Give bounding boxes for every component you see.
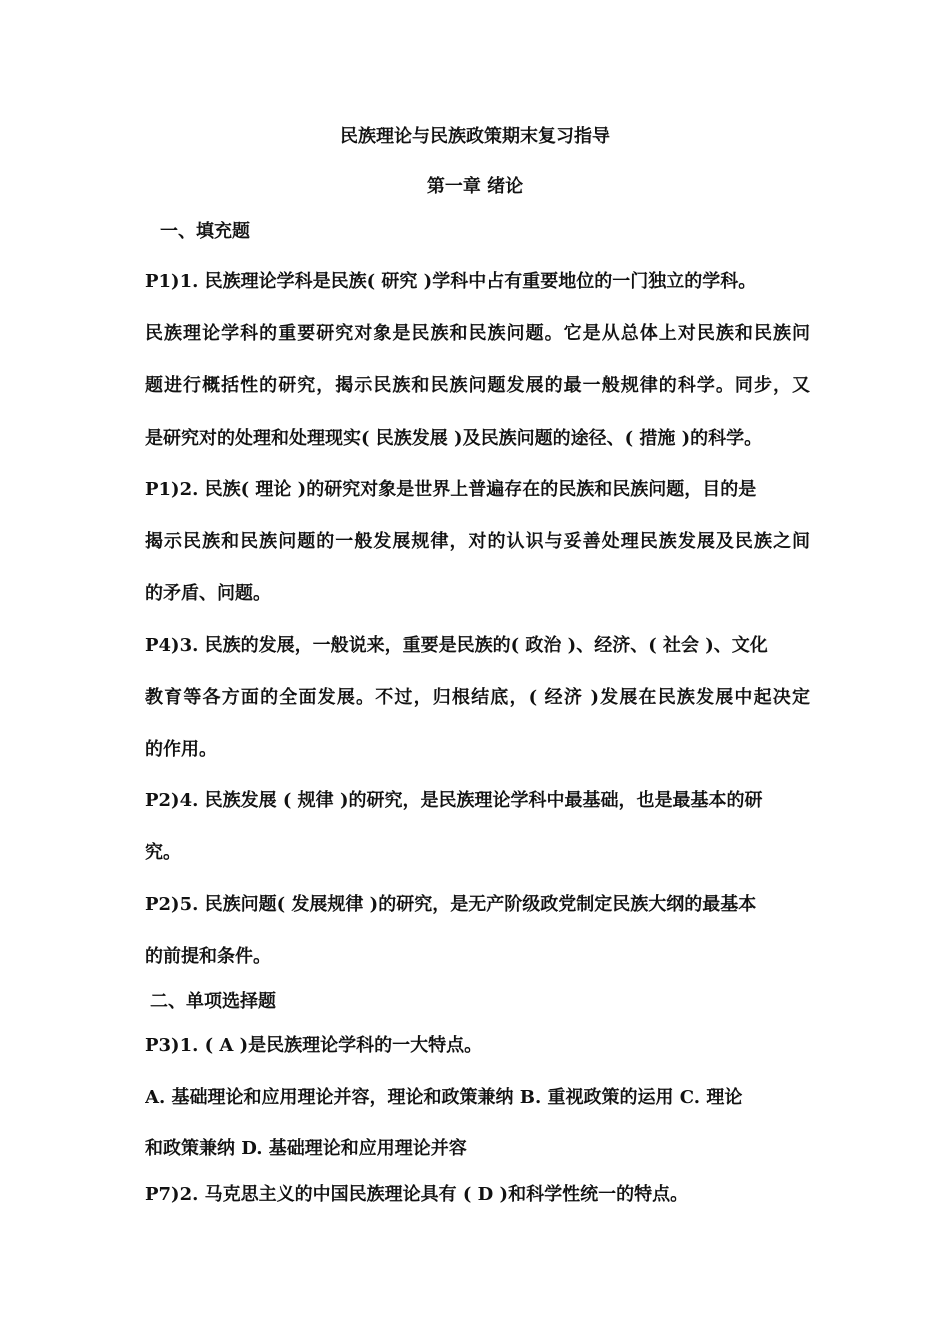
- paragraph-line: 的前提和条件。: [145, 946, 271, 967]
- section-heading-single-choice: 二、单项选择题: [150, 991, 276, 1012]
- choice-question-2: P7)2. 马克思主义的中国民族理论具有 ( D )和科学性统一的特点。: [145, 1184, 689, 1205]
- choice-options: A. 基础理论和应用理论并容，理论和政策兼纳 B. 重视政策的运用 C. 理论: [145, 1087, 743, 1108]
- paragraph-line: 是研究对的处理和处理现实( 民族发展 )及民族问题的途径、( 措施 )的科学。: [145, 428, 763, 449]
- fill-in-question-4: P2)4. 民族发展 ( 规律 )的研究，是民族理论学科中最基础，也是最基本的研: [145, 790, 763, 811]
- choice-options: 和政策兼纳 D. 基础理论和应用理论并容: [145, 1138, 467, 1159]
- chapter-heading: 第一章 绪论: [426, 176, 524, 197]
- choice-question-1: P3)1. ( A )是民族理论学科的一大特点。: [145, 1035, 483, 1056]
- paragraph-line: 的作用。: [145, 739, 217, 760]
- paragraph-line: 民族理论学科的重要研究对象是民族和民族问题。它是从总体上对民族和民族问: [145, 323, 810, 344]
- paragraph-line: 题进行概括性的研究，揭示民族和民族问题发展的最一般规律的科学。同步，又: [145, 375, 810, 396]
- fill-in-question-3: P4)3. 民族的发展，一般说来，重要是民族的( 政治 )、经济、( 社会 )、文化: [145, 635, 768, 656]
- document-title: 民族理论与民族政策期末复习指导: [340, 126, 610, 147]
- section-heading-fill-in: 一、填充题: [160, 221, 250, 242]
- paragraph-line: 教育等各方面的全面发展。不过，归根结底，( 经济 )发展在民族发展中起决定: [145, 687, 810, 708]
- fill-in-question-5: P2)5. 民族问题( 发展规律 )的研究，是无产阶级政党制定民族大纲的最基本: [145, 894, 757, 915]
- paragraph-line: 的矛盾、问题。: [145, 583, 271, 604]
- paragraph-line: 揭示民族和民族问题的一般发展规律，对的认识与妥善处理民族发展及民族之间: [145, 531, 810, 552]
- fill-in-question-1: P1)1. 民族理论学科是民族( 研究 )学科中占有重要地位的一门独立的学科。: [145, 271, 757, 292]
- paragraph-line: 究。: [145, 842, 181, 863]
- fill-in-question-2: P1)2. 民族( 理论 )的研究对象是世界上普遍存在的民族和民族问题，目的是: [145, 479, 757, 500]
